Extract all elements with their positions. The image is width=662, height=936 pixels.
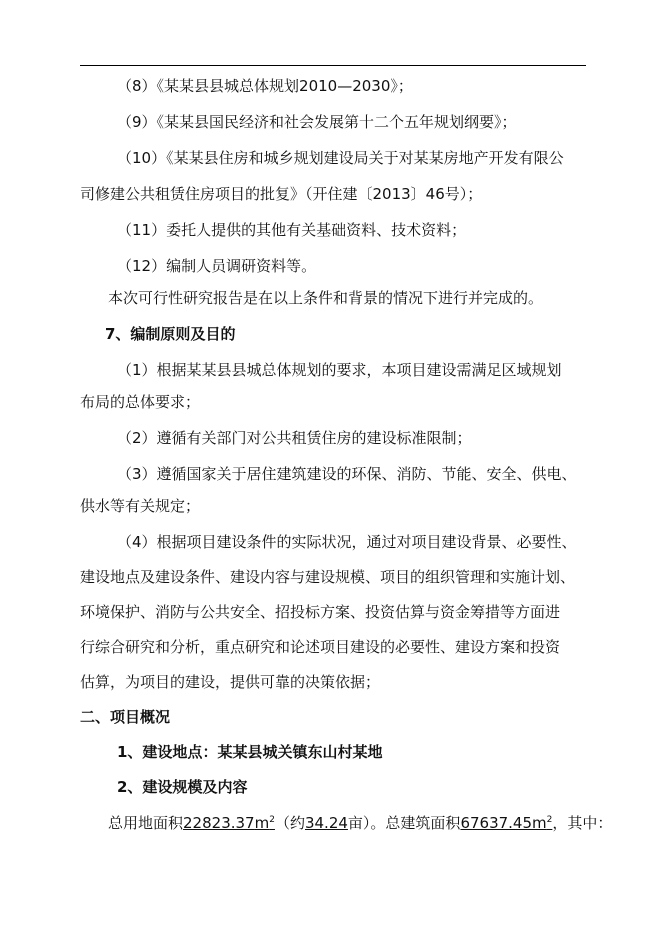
area-summary-line — [108, 813, 612, 833]
building-area-value: $67637.45m^2$ — [460, 814, 553, 832]
area-prefix: 总用地面积 — [108, 814, 184, 832]
chapter-heading-2: 二、项目概况 — [80, 708, 171, 726]
header-rule — [80, 65, 586, 66]
list-item-12: （12）编制人员调研资料等。 — [117, 257, 317, 275]
list-item-8: （8）《某某县县城总体规划2010—2030》； — [117, 77, 413, 95]
principle-2: （2）遵循有关部门对公共租赁住房的建设标准限制； — [117, 429, 472, 447]
principle-4-line2: 建设地点及建设条件、建设内容与建设规模、项目的组织管理和实施计划、 — [80, 568, 576, 586]
principle-3-line1: （3）遵循国家关于居住建筑建设的环保、消防、节能、安全、供电、 — [117, 465, 577, 483]
principle-4-line1: （4）根据项目建设条件的实际状况，通过对项目建设背景、必要性、 — [117, 533, 577, 551]
area-mid1: （约 — [274, 814, 305, 832]
section-heading-7: 7、编制原则及目的 — [105, 325, 236, 343]
list-item-9: （9）《某某县国民经济和社会发展第十二个五年规划纲要》； — [117, 113, 517, 131]
list-item-11: （11）委托人提供的其他有关基础资料、技术资料； — [117, 221, 467, 239]
principle-4-line5: 估算，为项目的建设，提供可靠的决策依据； — [80, 673, 381, 691]
area-mid2: 亩）。总建筑面积 — [347, 814, 461, 832]
subsection-scale: 2、建设规模及内容 — [117, 778, 248, 796]
list-item-10-line1: （10）《某某县住房和城乡规划建设局关于对某某房地产开发有限公 — [117, 149, 564, 167]
principle-4-line4: 行综合研究和分析，重点研究和论述项目建设的必要性、建设方案和投资 — [80, 638, 561, 656]
list-item-10-line2: 司修建公共租赁住房项目的批复》（开住建〔2013〕46号）； — [80, 185, 483, 203]
area-suffix: ，其中： — [552, 814, 613, 832]
principle-1-line1: （1）根据某某县县城总体规划的要求，本项目建设需满足区域规划 — [117, 361, 562, 379]
land-area-value: $22823.37m^2$ — [183, 814, 275, 832]
principle-3-line2: 供水等有关规定； — [80, 497, 201, 515]
principle-1-line2: 布局的总体要求； — [80, 393, 201, 411]
principle-4-line3: 环境保护、消防与公共安全、招投标方案、投资估算与资金筹措等方面进 — [80, 603, 561, 621]
summary-paragraph: 本次可行性研究报告是在以上条件和背景的情况下进行并完成的。 — [108, 289, 544, 307]
subsection-location: 1、建设地点：某某县城关镇东山村某地 — [117, 743, 383, 761]
land-mu-value: 34.24 — [304, 814, 348, 832]
